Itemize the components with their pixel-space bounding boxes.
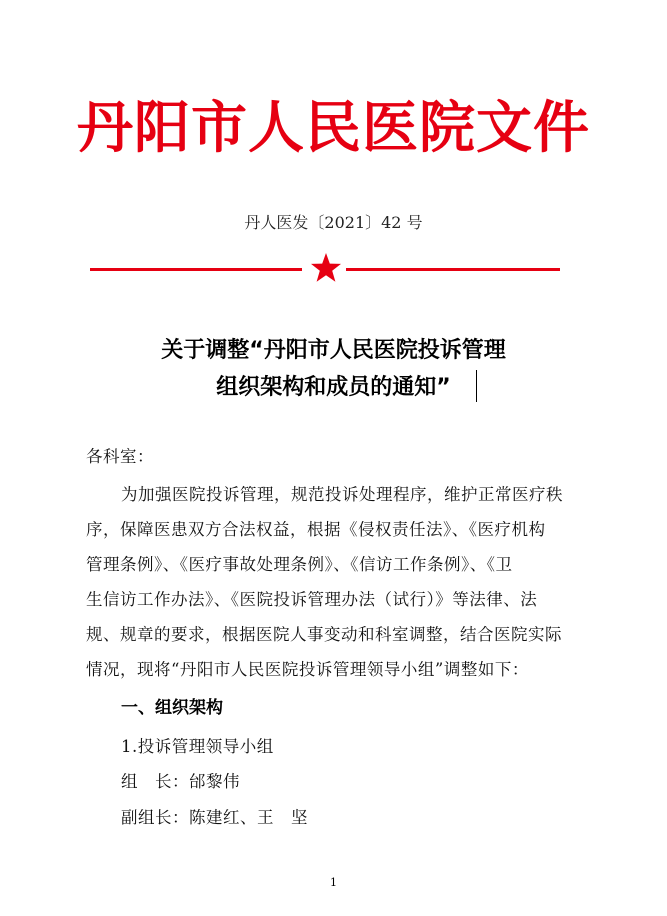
page-number: 1 xyxy=(330,876,337,889)
paragraph-line: 生信访工作办法》、《医院投诉管理办法（试行）》等法律、法 xyxy=(86,590,538,609)
notice-title-line-1: 关于调整“丹阳市人民医院投诉管理 xyxy=(161,338,506,363)
text-cursor xyxy=(476,370,477,402)
paragraph-line: 为加强医院投诉管理，规范投诉处理程序，维护正常医疗秩 xyxy=(121,485,563,504)
red-divider-right xyxy=(346,268,560,271)
paragraph-line: 情况，现将“丹阳市人民医院投诉管理领导小组”调整如下： xyxy=(86,660,529,679)
notice-title-line-2: 组织架构和成员的通知” xyxy=(216,375,451,400)
subsection-heading: 1.投诉管理领导小组 xyxy=(121,737,274,756)
group-leader-line: 组 长：邰黎伟 xyxy=(121,772,240,791)
section-heading: 一、组织架构 xyxy=(121,698,223,718)
paragraph-line: 规、规章的要求，根据医院人事变动和科室调整，结合医院实际 xyxy=(86,625,562,644)
deputy-leader-line: 副组长：陈建红、王 坚 xyxy=(121,808,308,827)
paragraph-line: 序，保障医患双方合法权益，根据《侵权责任法》、《医疗机构 xyxy=(86,520,546,539)
red-divider-left xyxy=(90,268,302,271)
document-header-title: 丹阳市人民医院文件 xyxy=(77,95,590,161)
red-star-icon xyxy=(310,252,342,284)
salutation: 各科室： xyxy=(86,447,154,466)
paragraph-line: 管理条例》、《医疗事故处理条例》、《信访工作条例》、《卫 xyxy=(86,555,513,574)
document-number: 丹人医发〔2021〕42 号 xyxy=(244,213,423,232)
